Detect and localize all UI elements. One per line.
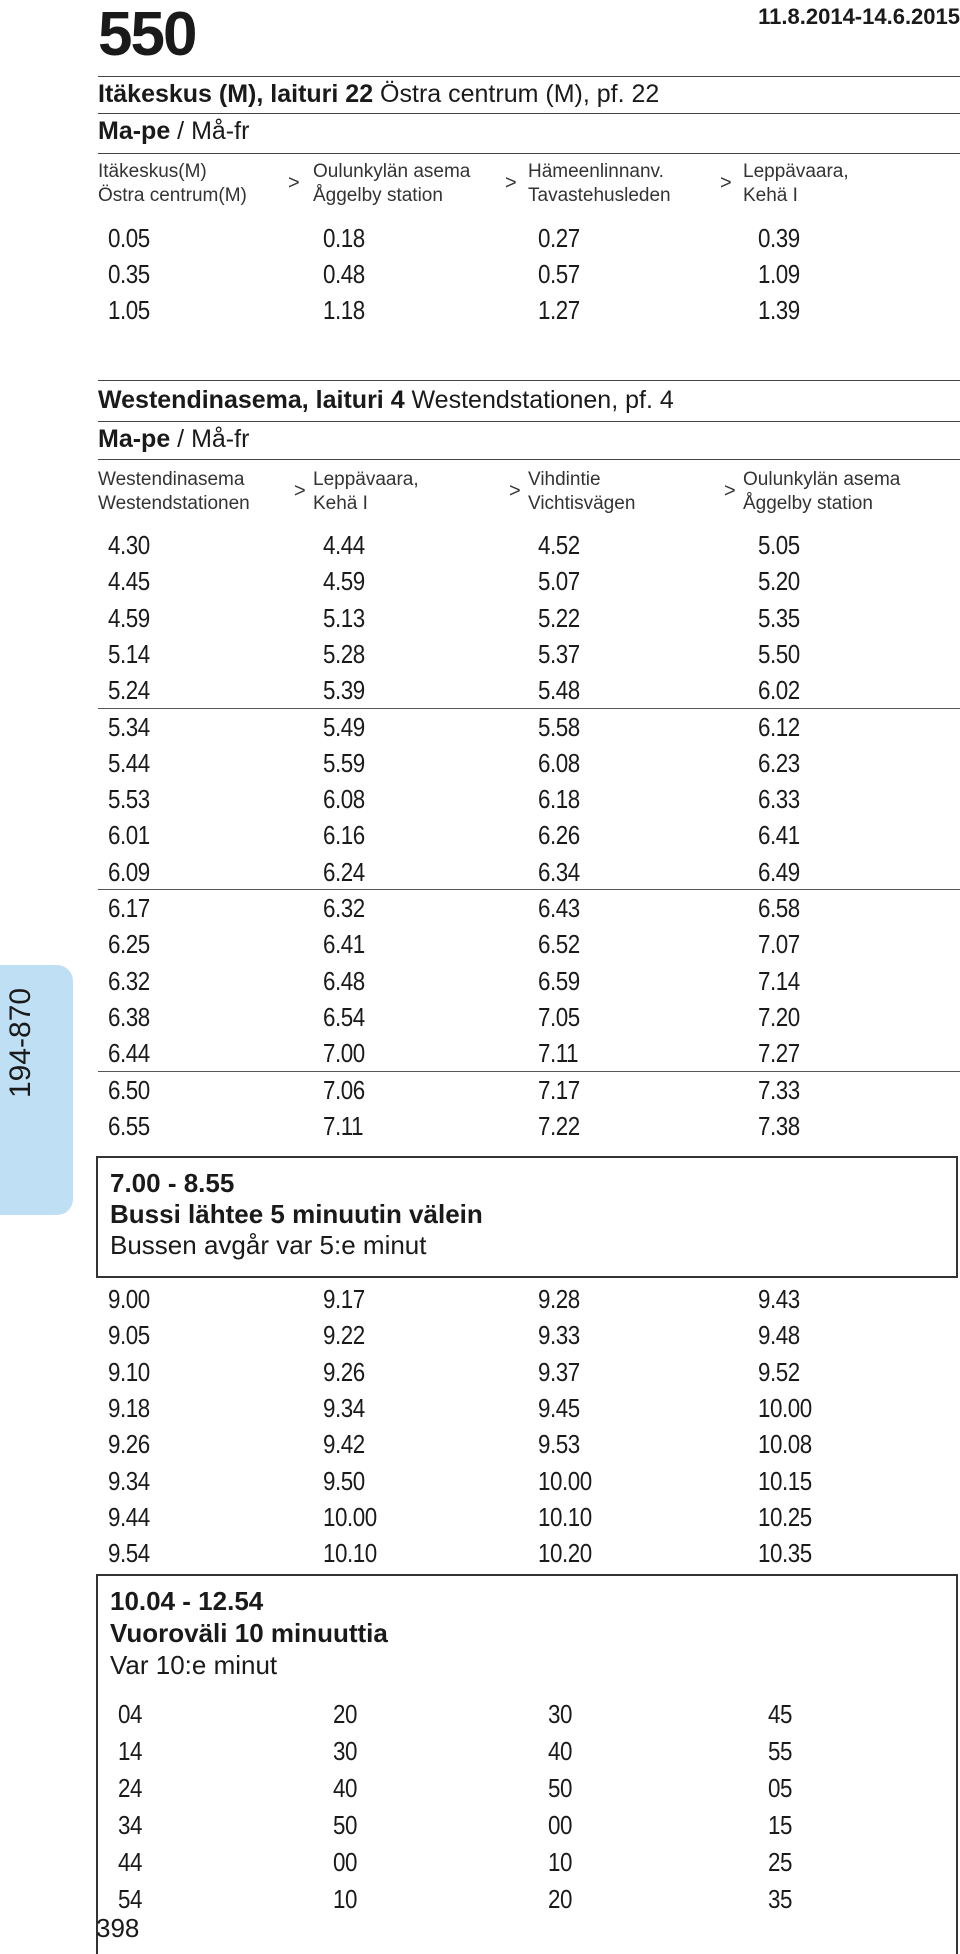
time-cell: 9.43	[758, 1284, 800, 1314]
time-cell: 5.58	[538, 711, 580, 742]
time-cell: 7.07	[758, 929, 800, 960]
time-cell: 9.10	[108, 1356, 150, 1387]
time-row	[108, 1320, 958, 1356]
time-cell: 6.09	[108, 856, 150, 887]
time-row: 0.05 0.18 0.27 0.39	[108, 223, 800, 253]
time-cell: 6.08	[538, 747, 580, 778]
minute-row	[118, 1810, 960, 1846]
column-header: Hämeenlinnanv. Tavastehusleden	[528, 161, 671, 206]
time-cell: 7.06	[323, 1074, 365, 1105]
time-cell: 5.14	[108, 638, 150, 669]
time-cell: 10.10	[323, 1538, 377, 1569]
time-cell: 9.26	[108, 1429, 150, 1460]
minute-cell: 34	[118, 1810, 143, 1840]
time-cell: 6.17	[108, 893, 150, 923]
time-cell: 6.26	[538, 820, 580, 851]
time-cell: 6.34	[538, 856, 580, 887]
time-row	[108, 748, 958, 784]
time-cell: 6.50	[108, 1074, 150, 1105]
minute-cell: 25	[768, 1847, 793, 1877]
frequency-text-fi: Vuoroväli 10 minuuttia	[110, 1618, 388, 1648]
time-cell: 9.37	[538, 1356, 580, 1387]
column-header: Leppävaara, Kehä I	[743, 161, 849, 206]
time-cell: 9.18	[108, 1392, 150, 1423]
time-cell: 9.00	[108, 1284, 150, 1314]
frequency-text-fi: Bussi lähtee 5 minuutin välein	[110, 1199, 483, 1229]
time-cell: 9.52	[758, 1356, 800, 1387]
time-cell: 4.45	[108, 566, 150, 597]
time-cell: 10.08	[758, 1429, 812, 1460]
minute-row	[118, 1736, 960, 1772]
time-cell: 6.49	[758, 856, 800, 887]
time-cell: 9.28	[538, 1284, 580, 1314]
time-cell: 7.38	[758, 1110, 800, 1141]
time-cell: 5.24	[108, 675, 150, 706]
day-heading	[98, 425, 249, 454]
time-cell: 9.17	[323, 1284, 365, 1314]
time-cell: 9.42	[323, 1429, 365, 1460]
time-cell: 6.16	[323, 820, 365, 851]
time-cell: 4.30	[108, 530, 150, 560]
time-cell: 9.54	[108, 1538, 150, 1569]
day-sv: / Må-fr	[170, 425, 250, 453]
time-cell: 7.33	[758, 1074, 800, 1105]
time-cell: 4.44	[323, 530, 365, 560]
time-cell: 7.00	[323, 1038, 365, 1069]
time-row	[108, 1393, 958, 1429]
time-cell: 6.18	[538, 784, 580, 815]
time-cell: 6.32	[108, 965, 150, 996]
time-cell: 10.00	[538, 1465, 592, 1496]
minute-cell: 15	[768, 1810, 793, 1840]
time-cell: 9.44	[108, 1501, 150, 1532]
time-cell: 4.59	[323, 566, 365, 597]
stop-name-sv: Westendstationen, pf. 4	[404, 386, 674, 414]
time-cell: 9.33	[538, 1320, 580, 1351]
time-cell: 10.00	[323, 1501, 377, 1532]
route-number: 550	[98, 0, 196, 69]
minute-cell: 30	[333, 1736, 358, 1766]
time-row	[108, 929, 958, 965]
time-cell: 5.07	[538, 566, 580, 597]
time-row	[108, 1075, 958, 1111]
time-cell: 9.50	[323, 1465, 365, 1496]
time-cell: 6.24	[323, 856, 365, 887]
time-cell: 6.02	[758, 675, 800, 706]
column-header: Leppävaara, Kehä I	[313, 469, 419, 514]
time-row	[108, 1002, 958, 1038]
time-row: 0.35 0.48 0.57 1.09	[108, 259, 800, 289]
group-divider	[98, 889, 960, 890]
frequency-text-sv: Var 10:e minut	[110, 1650, 278, 1680]
time-cell: 7.22	[538, 1110, 580, 1141]
minute-row	[118, 1847, 960, 1883]
time-cell: 10.25	[758, 1501, 812, 1532]
minute-cell: 40	[333, 1773, 358, 1803]
time-row	[108, 1357, 958, 1393]
time-cell: 5.05	[758, 530, 800, 560]
chevron-right-icon: >	[509, 480, 521, 502]
time-cell: 6.52	[538, 929, 580, 960]
time-cell: 5.37	[538, 638, 580, 669]
minute-cell: 05	[768, 1773, 793, 1803]
time-cell: 9.34	[323, 1392, 365, 1423]
time-row	[108, 675, 958, 711]
minute-cell: 20	[548, 1884, 573, 1914]
side-tab-label: 194-870	[4, 987, 37, 1098]
minute-cell: 30	[548, 1699, 573, 1729]
time-cell: 6.41	[323, 929, 365, 960]
minute-cell: 50	[333, 1810, 358, 1840]
time-row	[108, 712, 958, 748]
time-row	[108, 893, 958, 929]
chevron-right-icon: >	[294, 480, 306, 502]
time-cell: 6.38	[108, 1001, 150, 1032]
minute-cell: 40	[548, 1736, 573, 1766]
time-cell: 6.59	[538, 965, 580, 996]
time-row	[108, 857, 958, 893]
section-divider	[98, 113, 960, 114]
day-sv: / Må-fr	[170, 117, 250, 145]
column-header: Oulunkylän asema Åggelby station	[313, 161, 471, 206]
time-cell: 5.22	[538, 602, 580, 633]
minute-cell: 44	[118, 1847, 143, 1877]
chevron-right-icon: >	[720, 172, 732, 194]
frequency-range: 7.00 - 8.55	[110, 1168, 235, 1198]
time-cell: 7.27	[758, 1038, 800, 1069]
frequency-range: 10.04 - 12.54	[110, 1586, 264, 1616]
column-header: Westendinasema Westendstationen	[98, 469, 250, 514]
time-cell: 5.50	[758, 638, 800, 669]
time-row	[108, 1038, 958, 1074]
time-cell: 6.41	[758, 820, 800, 851]
time-cell: 10.20	[538, 1538, 592, 1569]
time-cell: 6.48	[323, 965, 365, 996]
time-cell: 7.14	[758, 965, 800, 996]
time-cell: 5.39	[323, 675, 365, 706]
time-row	[108, 966, 958, 1002]
chevron-right-icon: >	[505, 172, 517, 194]
stop-name-fi: Itäkeskus (M), laituri 22	[98, 80, 374, 108]
minute-cell: 10	[333, 1884, 358, 1914]
column-header: Itäkeskus(M) Östra centrum(M)	[98, 161, 247, 206]
section-divider	[98, 76, 960, 77]
time-cell: 9.45	[538, 1392, 580, 1423]
time-cell: 4.52	[538, 530, 580, 560]
day-heading	[98, 117, 249, 146]
minute-cell: 35	[768, 1884, 793, 1914]
day-fi: Ma-pe	[98, 425, 171, 453]
time-cell: 10.15	[758, 1465, 812, 1496]
minute-cell: 54	[118, 1884, 143, 1914]
time-cell: 9.26	[323, 1356, 365, 1387]
time-cell: 9.05	[108, 1320, 150, 1351]
minute-row	[118, 1884, 960, 1920]
minute-cell: 00	[333, 1847, 358, 1877]
chevron-right-icon: >	[724, 480, 736, 502]
time-cell: 5.48	[538, 675, 580, 706]
time-row	[108, 603, 958, 639]
minute-row	[118, 1699, 960, 1735]
minute-cell: 00	[548, 1810, 573, 1840]
time-cell: 6.33	[758, 784, 800, 815]
time-cell: 6.44	[108, 1038, 150, 1069]
group-divider	[98, 1071, 960, 1072]
time-cell: 10.10	[538, 1501, 592, 1532]
time-cell: 5.49	[323, 711, 365, 742]
time-cell: 6.32	[323, 893, 365, 923]
time-cell: 6.58	[758, 893, 800, 923]
time-row	[108, 1111, 958, 1147]
time-row	[108, 820, 958, 856]
time-cell: 6.08	[323, 784, 365, 815]
time-row	[108, 566, 958, 602]
minute-cell: 24	[118, 1773, 143, 1803]
time-cell: 6.25	[108, 929, 150, 960]
column-header: Vihdintie Vichtisvägen	[528, 469, 636, 514]
time-row	[108, 784, 958, 820]
time-cell: 6.12	[758, 711, 800, 742]
time-cell: 6.01	[108, 820, 150, 851]
frequency-text-sv: Bussen avgår var 5:e minut	[110, 1230, 427, 1260]
time-row	[108, 1502, 958, 1538]
time-cell: 7.20	[758, 1001, 800, 1032]
section-divider	[98, 459, 960, 460]
time-cell: 5.53	[108, 784, 150, 815]
group-divider	[98, 708, 960, 709]
column-header: Oulunkylän asema Åggelby station	[743, 469, 901, 514]
time-cell: 9.48	[758, 1320, 800, 1351]
time-cell: 7.05	[538, 1001, 580, 1032]
time-cell: 7.11	[323, 1110, 364, 1141]
page-number: 398	[96, 1913, 140, 1943]
time-row	[108, 639, 958, 675]
time-cell: 5.35	[758, 602, 800, 633]
time-cell: 9.53	[538, 1429, 580, 1460]
stop-heading	[98, 80, 659, 109]
time-cell: 5.13	[323, 602, 365, 633]
time-cell: 5.28	[323, 638, 365, 669]
stop-name-fi: Westendinasema, laituri 4	[98, 386, 405, 414]
time-cell: 9.34	[108, 1465, 150, 1496]
time-row	[108, 1466, 958, 1502]
time-row	[108, 1429, 958, 1465]
date-range: 11.8.2014-14.6.2015	[758, 4, 960, 29]
minute-cell: 10	[548, 1847, 573, 1877]
time-row	[108, 530, 958, 566]
time-cell: 6.23	[758, 747, 800, 778]
time-cell: 10.35	[758, 1538, 812, 1569]
time-cell: 5.20	[758, 566, 800, 597]
time-cell: 5.44	[108, 747, 150, 778]
time-cell: 9.22	[323, 1320, 365, 1351]
time-row	[108, 1538, 958, 1574]
time-cell: 6.43	[538, 893, 580, 923]
time-cell: 6.55	[108, 1110, 150, 1141]
time-cell: 10.00	[758, 1392, 812, 1423]
day-fi: Ma-pe	[98, 117, 171, 145]
time-cell: 5.34	[108, 711, 150, 742]
time-cell: 7.11	[538, 1038, 579, 1069]
time-row: 1.05 1.18 1.27 1.39	[108, 295, 800, 325]
section-divider	[98, 380, 960, 381]
time-row	[108, 1284, 958, 1320]
time-cell: 4.59	[108, 602, 150, 633]
minute-cell: 14	[118, 1736, 143, 1766]
minute-cell: 20	[333, 1699, 358, 1729]
minute-row	[118, 1773, 960, 1809]
time-cell: 6.54	[323, 1001, 365, 1032]
stop-heading	[98, 386, 674, 415]
minute-cell: 45	[768, 1699, 793, 1729]
minute-cell: 04	[118, 1699, 143, 1729]
chevron-right-icon: >	[288, 172, 300, 194]
time-cell: 5.59	[323, 747, 365, 778]
minute-cell: 55	[768, 1736, 793, 1766]
section-divider	[98, 153, 960, 154]
section-divider	[98, 421, 960, 422]
minute-cell: 50	[548, 1773, 573, 1803]
stop-name-sv: Östra centrum (M), pf. 22	[373, 80, 660, 108]
time-cell: 7.17	[538, 1074, 580, 1105]
